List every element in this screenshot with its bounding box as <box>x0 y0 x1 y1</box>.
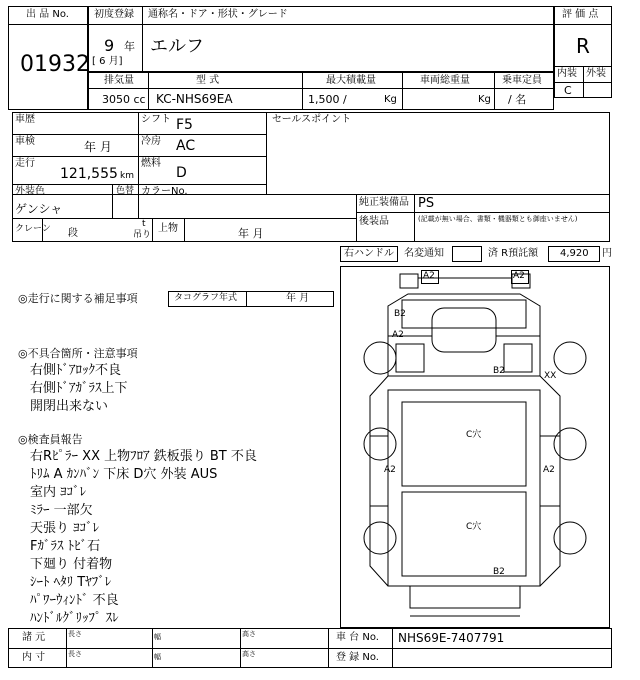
ext-color-label: 外装色 <box>15 186 45 197</box>
model-code: KC-NHS69EA <box>156 92 233 106</box>
width-label: 幅 <box>154 633 161 641</box>
tacho-value: 年 月 <box>286 293 310 304</box>
fuel-label: 燃料 <box>141 158 161 169</box>
color-no-label: カラーNo. <box>141 186 188 197</box>
tacho-label: タコグラフ年式 <box>174 293 238 303</box>
ac-label: 冷房 <box>141 136 161 147</box>
sales-point-label: セールスポイント <box>272 114 352 125</box>
inspector-line: 右Rﾋﾟﾗｰ XX 上物ﾌﾛｱ 鉄板張り BT 不良 <box>30 449 257 464</box>
tax-amount: 4,920 <box>560 248 589 259</box>
steering: 右ハンドル <box>344 248 394 259</box>
damage-mark: A2 <box>392 330 404 340</box>
max-load: 1,500 / <box>308 93 347 106</box>
capacity: / 名 <box>508 93 527 106</box>
defect-line: 右側ﾄﾞｱｶﾞﾗｽ上下 <box>30 381 128 396</box>
aftermarket-label: 後装品 <box>359 216 389 227</box>
truck-diagram <box>340 266 610 628</box>
inspector-line: ｼｰﾄ ﾍﾀﾘ Tﾔﾌﾞﾚ <box>30 575 112 590</box>
era-year: 9 <box>104 36 115 55</box>
ext-color: ゲンシャ <box>15 202 63 216</box>
crane-hang: 吊り <box>133 230 152 240</box>
car-name: エルフ <box>150 36 204 57</box>
dims-label: 諸 元 <box>22 632 46 643</box>
ac: AC <box>176 138 196 154</box>
tax-label: 済 R預託額 <box>488 248 539 259</box>
reg-month: [ 6 月] <box>92 56 123 67</box>
color-change-label: 色替 <box>116 186 135 196</box>
model-label: 型 式 <box>196 75 220 86</box>
body-label: 上物 <box>158 223 178 234</box>
defects-title: ◎不具合箇所・注意事項 <box>18 347 138 360</box>
grade: R <box>576 34 590 58</box>
crane-t: t <box>142 219 146 229</box>
inspector-line: ﾊﾟﾜｰｳｨﾝﾄﾞ 不良 <box>30 593 119 608</box>
inspector-line: 室内 ﾖｺﾞﾚ <box>30 485 87 500</box>
inspector-line: Fｶﾞﾗｽ ﾄﾋﾞ石 <box>30 539 101 554</box>
height-label-2: 高さ <box>242 650 256 658</box>
grade-label: 評 価 点 <box>562 9 599 20</box>
damage-mark: C穴 <box>466 522 482 532</box>
len-label-2: 長さ <box>68 650 82 658</box>
fuel-change: 名変通知 <box>404 248 444 259</box>
damage-mark: B2 <box>493 567 505 577</box>
damage-mark: XX <box>544 371 557 381</box>
gvw-label: 車両総重量 <box>420 75 470 86</box>
lot-no-label: 出 品 No. <box>26 9 69 20</box>
inspector-line: ﾄﾘﾑ A ｶﾝﾊﾞﾝ 下床 D穴 外装 AUS <box>30 467 218 482</box>
inspector-line: ﾊﾝﾄﾞﾙｸﾞﾘｯﾌﾟ ｽﾚ <box>30 611 119 626</box>
displacement-label: 排気量 <box>104 75 134 86</box>
body-date: 年 月 <box>238 227 264 240</box>
aftermarket-note: (記載が無い場合、書類・機器類とも御座いません) <box>418 215 578 223</box>
mileage-unit: km <box>120 171 134 181</box>
max-load-label: 最大積載量 <box>326 75 376 86</box>
inner-dims-label: 内 寸 <box>22 652 46 663</box>
damage-mark: C穴 <box>466 430 482 440</box>
yen: 円 <box>602 248 612 259</box>
damage-mark: B2 <box>394 309 406 319</box>
inspector-line: 下廻り 付着物 <box>30 557 113 572</box>
inspection-value: 年 月 <box>84 140 112 154</box>
shift-label: シフト <box>141 114 171 125</box>
damage-mark: A2 <box>423 271 435 281</box>
defect-line: 開閉出来ない <box>30 399 109 414</box>
first-reg-label: 初度登録 <box>94 9 134 20</box>
interior-grade: C <box>564 84 572 97</box>
max-load-unit: Kg <box>384 94 397 105</box>
year-unit: 年 <box>124 40 135 53</box>
damage-mark: A2 <box>513 271 525 281</box>
defect-line: 右側ﾄﾞｱﾛｯｸ不良 <box>30 363 122 378</box>
lot-no: 01932 <box>20 52 90 77</box>
genuine: PS <box>418 196 435 211</box>
history-label: 車歴 <box>15 114 35 125</box>
chassis-label: 車 台 No. <box>336 632 379 643</box>
len-label: 長さ <box>68 630 82 638</box>
gvw-unit: Kg <box>478 94 491 105</box>
shift: F5 <box>176 117 193 133</box>
driving-title: ◎走行に関する補足事項 <box>18 292 138 305</box>
damage-mark: B2 <box>493 366 505 376</box>
mileage-label: 走行 <box>15 158 35 169</box>
model-name-label: 通称名・ドア・形状・グレード <box>148 9 288 20</box>
exterior-label: 外装 <box>586 68 606 79</box>
crane-label: クレーン <box>15 224 51 234</box>
inspector-line: 天張り ﾖｺﾞﾚ <box>30 521 100 536</box>
inspector-title: ◎検査員報告 <box>18 433 83 446</box>
height-label: 高さ <box>242 630 256 638</box>
displacement: 3050 cc <box>102 93 146 106</box>
genuine-label: 純正装備品 <box>359 197 409 208</box>
inspector-line: ﾐﾗｰ 一部欠 <box>30 503 93 518</box>
mileage: 121,555 <box>60 166 118 182</box>
inspection-label: 車検 <box>15 136 35 147</box>
fuel: D <box>176 165 187 181</box>
damage-mark: A2 <box>543 465 555 475</box>
fuel-change-box <box>452 246 482 262</box>
chassis: NHS69E-7407791 <box>398 631 505 645</box>
width-label-2: 幅 <box>154 653 161 661</box>
capacity-label: 乗車定員 <box>502 75 542 86</box>
damage-mark: A2 <box>384 465 396 475</box>
crane-steps: 段 <box>68 228 78 239</box>
reg-label: 登 録 No. <box>336 652 379 663</box>
interior-label: 内装 <box>557 68 577 79</box>
